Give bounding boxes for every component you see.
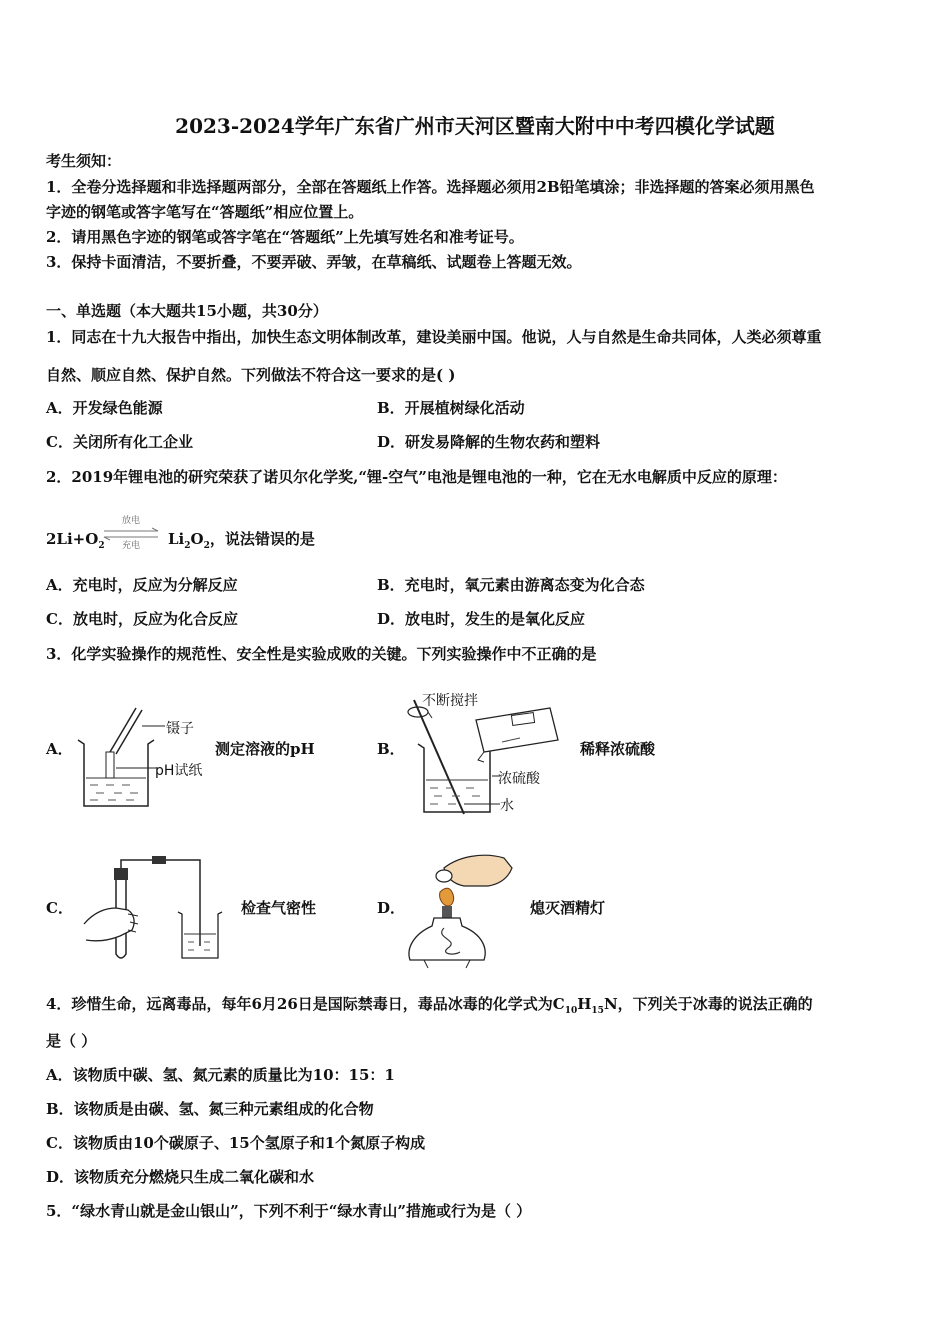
fig-b-water-label: 水 — [500, 798, 514, 814]
fig-b-stir-label: 不断搅拌 — [422, 693, 478, 709]
q2-option-d: D．放电时，发生的是氧化反应 — [377, 610, 586, 628]
q2-equation-left — [46, 529, 105, 556]
q3-stem: 3．化学实验操作的规范性、安全性是实验成败的关键。下列实验操作中不正确的是 — [46, 645, 597, 663]
q3-option-c-label: C． — [46, 899, 73, 917]
q3-option-d-label: D． — [377, 899, 406, 917]
q2-option-c: C．放电时，反应为化合反应 — [46, 610, 238, 628]
q1-option-d: D．研发易降解的生物农药和塑料 — [377, 433, 601, 451]
notice-line-3: 3．保持卡面清洁，不要折叠，不要弄破、弄皱，在草稿纸、试题卷上答题无效。 — [46, 253, 582, 271]
page-title: 2023-2024学年广东省广州市天河区暨南大附中中考四模化学试题 — [175, 114, 775, 138]
alcohol-lamp-figure — [404, 848, 524, 968]
q3-option-c-text: 检查气密性 — [241, 899, 317, 917]
q5-stem: 5．“绿水青山就是金山银山”，下列不利于“绿水青山”措施或行为是（ ） — [46, 1202, 532, 1220]
q4-sub-15: 15 — [591, 1006, 604, 1016]
q3-option-b-label: B． — [377, 740, 405, 758]
airtightness-figure — [76, 850, 236, 965]
q4-stem-b: 是（ ） — [46, 1032, 97, 1050]
q4-stem-a — [46, 994, 813, 1021]
q4-option-a: A．该物质中碳、氢、氮元素的质量比为10：15：1 — [46, 1066, 395, 1084]
eq-right-o: O — [190, 530, 204, 548]
notice-line-2: 2．请用黑色字迹的钢笔或答字笔在“答题纸”上先填写姓名和准考证号。 — [46, 228, 524, 246]
double-arrow-icon — [98, 527, 164, 541]
eq-left-sub: 2 — [98, 541, 105, 551]
eq-right-sub2: 2 — [203, 541, 210, 551]
fig-a-tweezers-label: 镊子 — [166, 721, 194, 737]
notice-heading: 考生须知： — [46, 152, 122, 170]
q2-stem: 2．2019年锂电池的研究荣获了诺贝尔化学奖,“锂-空气”电池是锂电池的一种，它在无水电解质中反应的原理： — [46, 468, 787, 486]
q1-option-c: C．关闭所有化工企业 — [46, 433, 193, 451]
arrow-label-discharge: 放电 — [121, 516, 140, 526]
eq-left-text: 2Li+O — [46, 530, 99, 548]
q4-stem-a-text: 4．珍惜生命，远离毒品，每年6月26日是国际禁毒日，毒品冰毒的化学式为C — [46, 995, 565, 1013]
eq-right-li: Li — [168, 530, 185, 548]
q4-sub-10: 10 — [564, 1006, 578, 1016]
fig-b-acid-label: 浓硫酸 — [498, 771, 540, 787]
notice-line-1b: 字迹的钢笔或答字笔写在“答题纸”相应位置上。 — [46, 203, 364, 221]
fig-a-paper-label: pH试纸 — [155, 763, 203, 779]
q3-option-a-label: A． — [46, 740, 73, 758]
q4-option-b: B．该物质是由碳、氢、氮三种元素组成的化合物 — [46, 1100, 374, 1118]
reversible-arrow — [98, 516, 164, 552]
q1-option-a: A．开发绿色能源 — [46, 399, 163, 417]
q4-stem-a-tail: N，下列关于冰毒的说法正确的 — [603, 995, 813, 1013]
q1-stem-b: 自然、顺应自然、保护自然。下列做法不符合这一要求的是( ) — [46, 366, 456, 384]
arrow-label-charge: 充电 — [121, 541, 140, 551]
q4-option-d: D．该物质充分燃烧只生成二氧化碳和水 — [46, 1168, 315, 1186]
q2-equation-right — [168, 529, 315, 556]
q4-option-c: C．该物质由10个碳原子、15个氢原子和1个氮原子构成 — [46, 1134, 426, 1152]
eq-tail: ，说法错误的是 — [209, 530, 315, 548]
q3-option-a-text: 测定溶液的pH — [215, 740, 315, 758]
q3-option-b-text: 稀释浓硫酸 — [580, 740, 656, 758]
q3-option-d-text: 熄灭酒精灯 — [530, 899, 606, 917]
section-heading: 一、单选题（本大题共15小题，共30分） — [46, 302, 328, 320]
q1-stem-a: 1．同志在十九大报告中指出，加快生态文明体制改革，建设美丽中国。他说，人与自然是生命共同体，人类必须尊重 — [46, 328, 822, 346]
eq-right-sub1: 2 — [184, 541, 191, 551]
ph-test-figure — [70, 700, 220, 812]
q2-option-b: B．充电时，氧元素由游离态变为化合态 — [377, 576, 645, 594]
q1-option-b: B．开展植树绿化活动 — [377, 399, 525, 417]
q2-option-a: A．充电时，反应为分解反应 — [46, 576, 238, 594]
notice-line-1a: 1．全卷分选择题和非选择题两部分，全部在答题纸上作答。选择题必须用2B铅笔填涂；非选择题的答案必须用黑色 — [46, 178, 815, 196]
q4-h: H — [577, 995, 592, 1013]
